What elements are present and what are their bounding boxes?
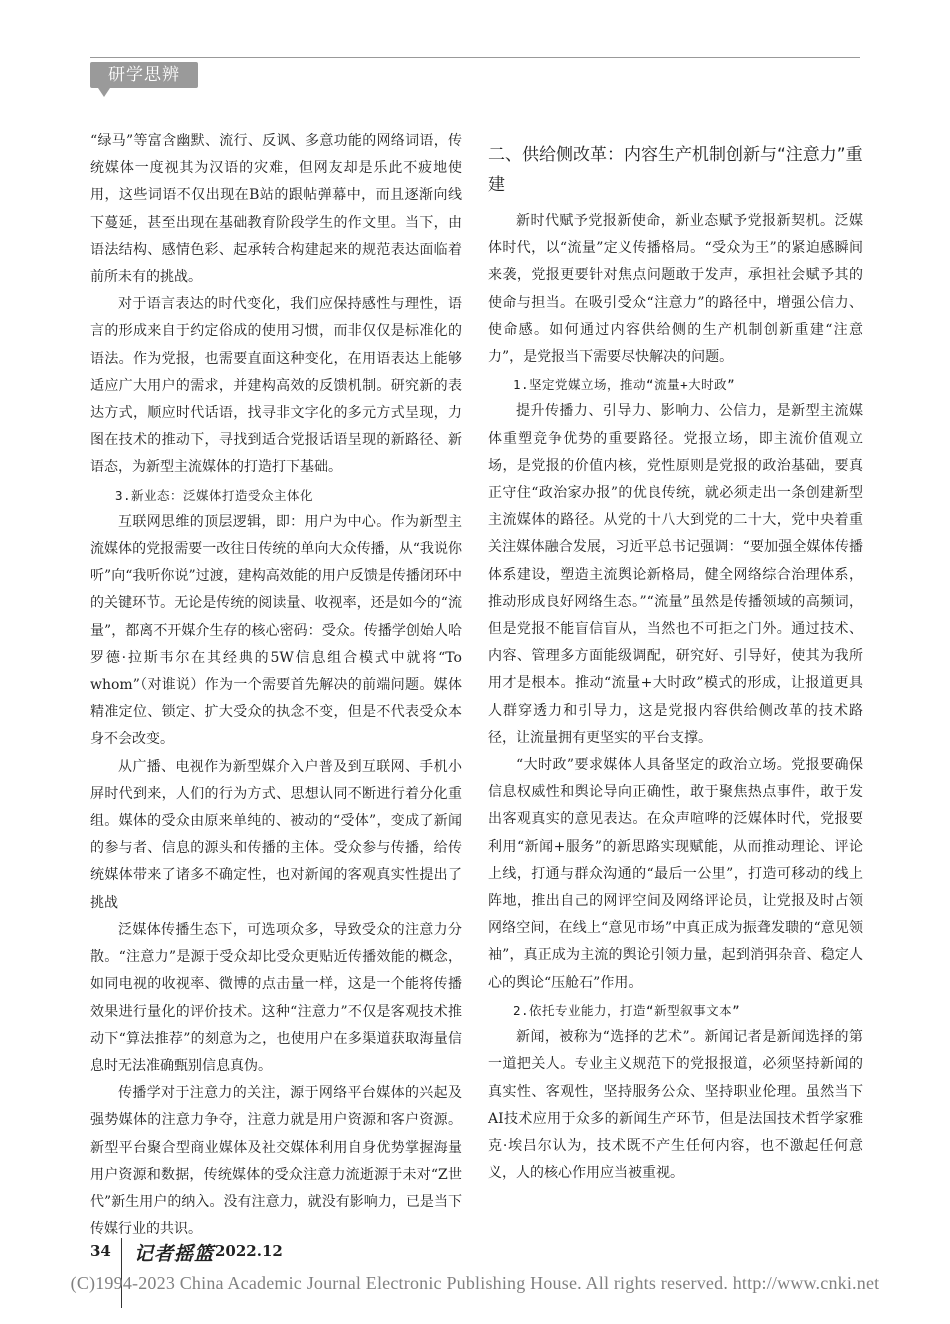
journal-logo: 记者摇篮 — [134, 1243, 215, 1265]
paragraph: 新闻，被称为“选择的艺术”。新闻记者是新闻选择的第一道把关人。专业主义规范下的党报报道，必须坚持新闻的真实性、客观性，坚持服务公众、坚持职业伦理。虽然当下AI技术应用于众多的新闻生产环节，但是法国技术哲学家雅克·埃吕尔认为，技术既不产生任何内容，也不激起任何意义，人的核心作用应当被重视。 — [488, 1029, 863, 1182]
paragraph: 对于语言表达的时代变化，我们应保持感性与理性，语言的形成来自于约定俗成的使用习惯，而非仅仅是标准化的语法。作为党报，也需要直面这种变化，在用语表达上能够适应广大用户的需求，并建构高效的反馈机制。研究新的表达方式，顺应时代话语，找寻非文字化的多元方式呈现，力图在技术的推动下，寻找到适合党报话语呈现的新路径、新语态，为新型主流媒体的打造打下基础。 — [90, 296, 462, 476]
section-tag: 研学思辨 — [90, 62, 198, 88]
header-rule — [90, 57, 860, 58]
right-column — [488, 140, 863, 1187]
subheading: 1.坚定党媒立场，推动“流量+大时政” — [513, 377, 736, 393]
paragraph: 提升传播力、引导力、影响力、公信力，是新型主流媒体重塑竞争优势的重要路径。党报立场，即主流价值观立场，是党报的价值内核，党性原则是党报的政治基础，要真正守住“政治家办报”的优良传统，就必须走出一条创建新型主流媒体的路径。从党的十八大到党的二十大，党中央着重关注媒体融合发展，习近平总书记强调：“要加强全媒体传播体系建设，塑造主流舆论新格局，健全网络综合治理体系，推动形成良好网络生态。”“流量”虽然是传播领域的高频词，但是党报不能盲信盲从，当然也不可拒之门外。通过技术、内容、管理多方面能级调配，研究好、引导好，使其为我所用才是根本。推动“流量+大时政”模式的形成，让报道更具人群穿透力和引导力，这是党报内容供给侧改革的技术路径，让流量拥有更坚实的平台支撑。 — [488, 403, 863, 746]
paragraph: 互联网思维的顶层逻辑，即：用户为中心。作为新型主流媒体的党报需要一改往日传统的单向大众传播，从“我说你听”向“我听你说”过渡，建构高效能的用户反馈是传播闭环中的关键环节。无论是传统的阅读量、收视率，还是如今的“流量”，都离不开媒介生存的核心密码：受众。传播学创始人哈罗德·拉斯韦尔在其经典的5W信息组合模式中就将“To whom”（对谁说）作为一个需要首先解决的前端问题。媒体精准定位、锁定、扩大受众的执念不变，但是不代表受众本身不会改变。 — [90, 513, 462, 748]
section-heading: 二、供给侧改革：内容生产机制创新与“注意力”重建 — [488, 145, 863, 195]
left-column — [90, 128, 462, 1243]
page-number: 34 — [90, 1242, 111, 1260]
copyright-watermark: (C)1994-2023 China Academic Journal Electronic Publishing House. All rights reserved. http://www.cnki.net — [70, 1273, 880, 1293]
paragraph: “大时政”要求媒体人具备坚定的政治立场。党报要确保信息权威性和舆论导向正确性，敢于聚焦热点事件，敢于发出客观真实的意见表达。在众声喧哗的泛媒体时代，党报要利用“新闻+服务”的新思路实现赋能，从而推动理论、评论上线，打通与群众沟通的“最后一公里”，打造可移动的线上阵地，推出自己的网评空间及网络评论员，让党报及时占领网络空间，在线上“意见市场”中真正成为振聋发聩的“意见领袖”，真正成为主流的舆论引领力量，起到消弭杂音、稳定人心的舆论“压舱石”作用。 — [488, 757, 863, 991]
paragraph: 新时代赋予党报新使命，新业态赋予党报新契机。泛媒体时代，以“流量”定义传播格局。“受众为王”的紧迫感瞬间来袭，党报更要针对焦点问题敢于发声，承担社会赋予其的使命与担当。在吸引受众“注意力”的路径中，增强公信力、使命感。如何通过内容供给侧的生产机制创新重建“注意力”，是党报当下需要尽快解决的问题。 — [488, 213, 863, 366]
issue-number: 2022.12 — [215, 1242, 283, 1260]
paragraph: “绿马”等富含幽默、流行、反讽、多意功能的网络词语，传统媒体一度视其为汉语的灾难，但网友却是乐此不疲地使用，这些词语不仅出现在B站的跟帖弹幕中，而且逐渐向线下蔓延，甚至出现在基础教育阶段学生的作文里。当下，由语法结构、感情色彩、起承转合构建起来的规范表达面临着前所未有的挑战。 — [90, 133, 462, 286]
subheading: 2.依托专业能力，打造“新型叙事文本” — [513, 1002, 741, 1018]
paragraph: 从广播、电视作为新型媒介入户普及到互联网、手机小屏时代到来，人们的行为方式、思想认同不断进行着分化重组。媒体的受众由原来单纯的、被动的“受体”，变成了新闻的参与者、信息的源头和传播的主体。受众参与传播，给传统媒体带来了诸多不确定性，也对新闻的客观真实性提出了挑战 — [90, 758, 462, 911]
subheading: 3.新业态：泛媒体打造受众主体化 — [115, 487, 314, 503]
paragraph: 传播学对于注意力的关注，源于网络平台媒体的兴起及强势媒体的注意力争夺，注意力就是用户资源和客户资源。新型平台聚合型商业媒体及社交媒体利用自身优势掌握海量用户资源和数据，传统媒体的受众注意力流逝源于未对“Z世代”新生用户的纳入。没有注意力，就没有影响力，已是当下传媒行业的共识。 — [90, 1085, 462, 1238]
paragraph: 泛媒体传播生态下，可选项众多，导致受众的注意力分散。“注意力”是源于受众却比受众更贴近传播效能的概念，如同电视的收视率、微博的点击量一样，这是一个能将传播效果进行量化的评价技术。这种“注意力”不仅是客观技术推动下“算法推荐”的刻意为之，也使用户在多渠道获取海量信息时无法准确甄别信息真伪。 — [90, 921, 462, 1074]
